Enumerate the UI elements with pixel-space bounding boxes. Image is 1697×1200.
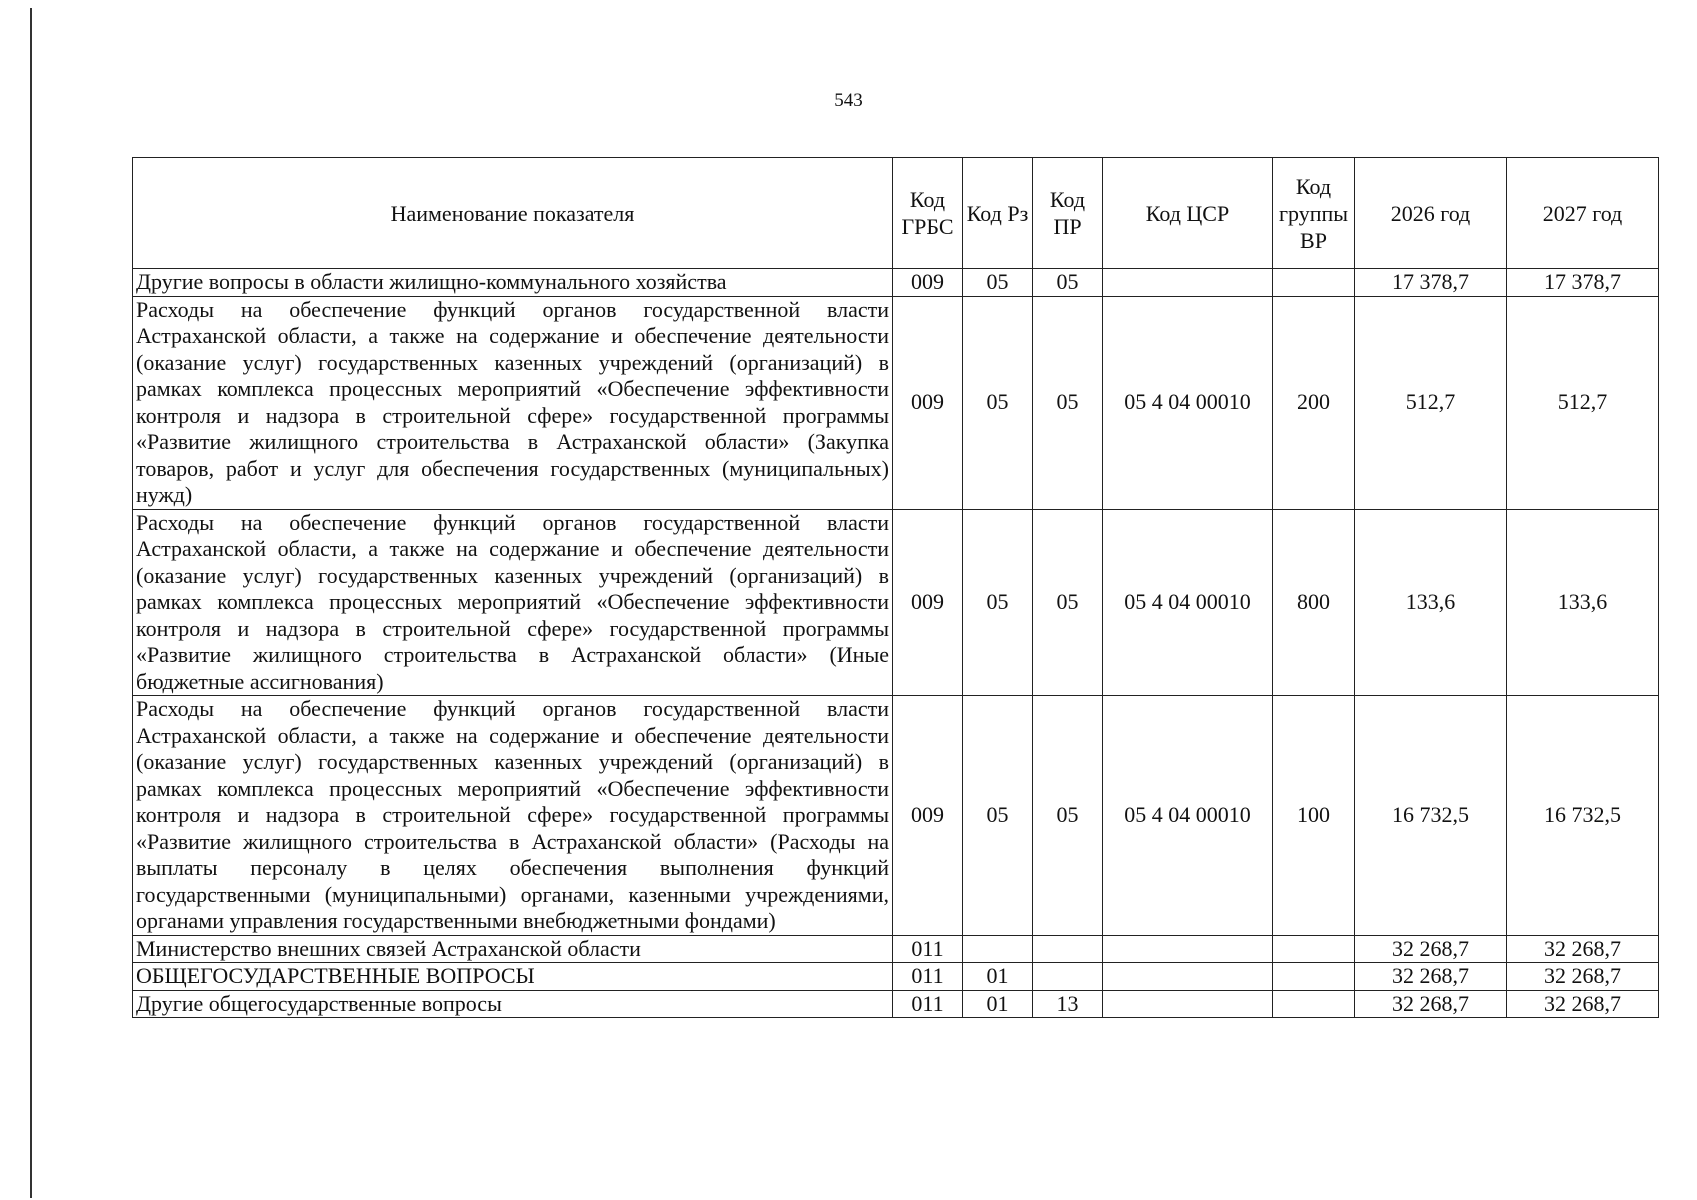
row-grbs: 009 <box>893 296 963 509</box>
row-rz: 05 <box>963 696 1033 936</box>
row-pr <box>1033 935 1103 963</box>
table-body <box>133 269 1659 1018</box>
row-rz: 01 <box>963 963 1033 991</box>
row-grbs: 009 <box>893 696 963 936</box>
row-pr: 05 <box>1033 696 1103 936</box>
row-2027: 32 268,7 <box>1507 990 1659 1018</box>
row-vr <box>1273 935 1355 963</box>
row-2026: 16 732,5 <box>1355 696 1507 936</box>
row-2027: 133,6 <box>1507 509 1659 696</box>
row-2026: 133,6 <box>1355 509 1507 696</box>
row-vr: 100 <box>1273 696 1355 936</box>
row-vr: 800 <box>1273 509 1355 696</box>
row-grbs: 009 <box>893 509 963 696</box>
header-2026: 2026 год <box>1355 158 1507 269</box>
table-row <box>133 935 1659 963</box>
row-2026: 17 378,7 <box>1355 269 1507 297</box>
table-header <box>133 158 1659 269</box>
row-rz: 05 <box>963 296 1033 509</box>
row-pr: 05 <box>1033 269 1103 297</box>
row-pr: 05 <box>1033 509 1103 696</box>
table-row <box>133 509 1659 696</box>
row-rz <box>963 935 1033 963</box>
row-2027: 32 268,7 <box>1507 963 1659 991</box>
table-row <box>133 296 1659 509</box>
row-name: Расходы на обеспечение функций органов государственной власти Астраханской области, а также на содержание и обеспечение деятельности (оказание услуг) государственных казенных учреждений (организаций) в рамках комплекса процессных мероприятий «Обеспечение эффективности контроля и надзора в строительной сфере» государственной программы «Развитие жилищного строительства в Астраханской области» (Закупка товаров, работ и услуг для обеспечения государственных (муниципальных) нужд) <box>133 296 893 509</box>
row-2026: 32 268,7 <box>1355 935 1507 963</box>
row-name: Другие общегосударственные вопросы <box>133 990 893 1018</box>
row-rz: 05 <box>963 509 1033 696</box>
row-csr <box>1103 935 1273 963</box>
row-2027: 17 378,7 <box>1507 269 1659 297</box>
row-grbs: 011 <box>893 990 963 1018</box>
row-2027: 16 732,5 <box>1507 696 1659 936</box>
row-2026: 32 268,7 <box>1355 990 1507 1018</box>
row-2026: 512,7 <box>1355 296 1507 509</box>
row-csr: 05 4 04 00010 <box>1103 509 1273 696</box>
row-grbs: 011 <box>893 963 963 991</box>
row-csr <box>1103 963 1273 991</box>
page-number: 543 <box>834 90 863 111</box>
table-row <box>133 963 1659 991</box>
row-pr: 13 <box>1033 990 1103 1018</box>
row-csr: 05 4 04 00010 <box>1103 696 1273 936</box>
row-vr <box>1273 990 1355 1018</box>
header-vr: Код группы ВР <box>1273 158 1355 269</box>
header-row <box>133 158 1659 269</box>
header-name: Наименование показателя <box>133 158 893 269</box>
table-row <box>133 269 1659 297</box>
row-rz: 05 <box>963 269 1033 297</box>
row-vr <box>1273 269 1355 297</box>
row-name: ОБЩЕГОСУДАРСТВЕННЫЕ ВОПРОСЫ <box>133 963 893 991</box>
row-name: Министерство внешних связей Астраханской области <box>133 935 893 963</box>
header-pr: Код ПР <box>1033 158 1103 269</box>
budget-table <box>132 157 1659 1018</box>
table-row <box>133 696 1659 936</box>
row-2026: 32 268,7 <box>1355 963 1507 991</box>
row-name: Другие вопросы в области жилищно-коммунального хозяйства <box>133 269 893 297</box>
header-rz: Код Рз <box>963 158 1033 269</box>
row-pr <box>1033 963 1103 991</box>
header-2027: 2027 год <box>1507 158 1659 269</box>
row-rz: 01 <box>963 990 1033 1018</box>
row-csr: 05 4 04 00010 <box>1103 296 1273 509</box>
row-name: Расходы на обеспечение функций органов государственной власти Астраханской области, а также на содержание и обеспечение деятельности (оказание услуг) государственных казенных учреждений (организаций) в рамках комплекса процессных мероприятий «Обеспечение эффективности контроля и надзора в строительной сфере» государственной программы «Развитие жилищного строительства в Астраханской области» (Расходы на выплаты персоналу в целях обеспечения выполнения функций государственными (муниципальными) органами, казенными учреждениями, органами управления государственными внебюджетными фондами) <box>133 696 893 936</box>
header-csr: Код ЦСР <box>1103 158 1273 269</box>
row-vr <box>1273 963 1355 991</box>
row-csr <box>1103 269 1273 297</box>
row-grbs: 009 <box>893 269 963 297</box>
row-name: Расходы на обеспечение функций органов государственной власти Астраханской области, а также на содержание и обеспечение деятельности (оказание услуг) государственных казенных учреждений (организаций) в рамках комплекса процессных мероприятий «Обеспечение эффективности контроля и надзора в строительной сфере» государственной программы «Развитие жилищного строительства в Астраханской области» (Иные бюджетные ассигнования) <box>133 509 893 696</box>
row-grbs: 011 <box>893 935 963 963</box>
row-2027: 512,7 <box>1507 296 1659 509</box>
header-grbs: Код ГРБС <box>893 158 963 269</box>
row-csr <box>1103 990 1273 1018</box>
table-row <box>133 990 1659 1018</box>
row-vr: 200 <box>1273 296 1355 509</box>
row-pr: 05 <box>1033 296 1103 509</box>
binding-edge-line <box>30 8 32 1198</box>
row-2027: 32 268,7 <box>1507 935 1659 963</box>
